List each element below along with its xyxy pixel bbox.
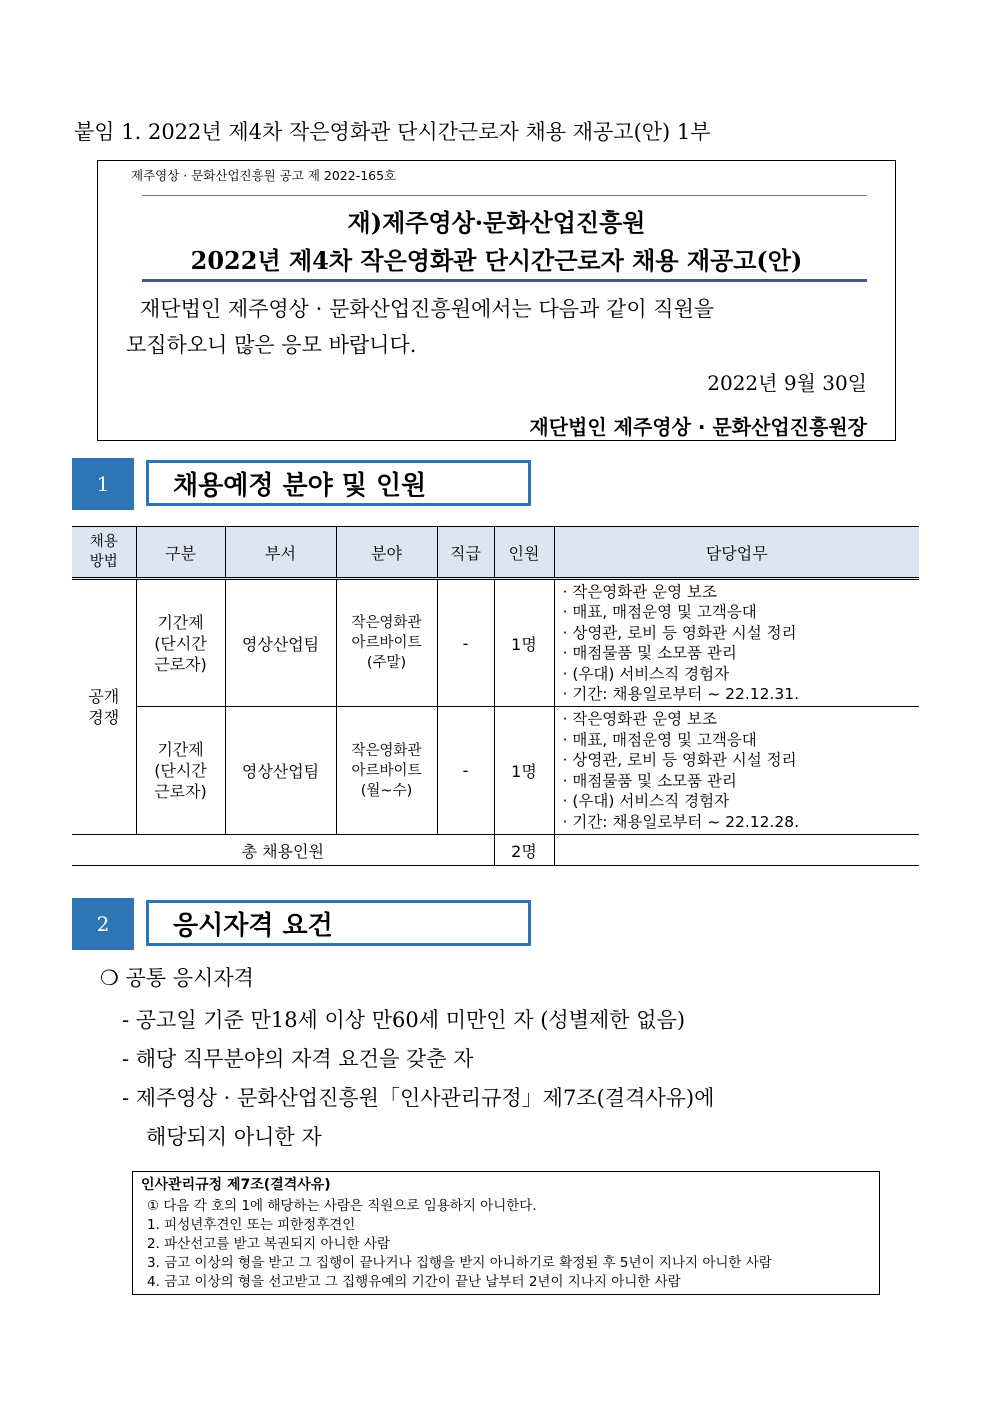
count-cell: 1명 <box>494 707 554 835</box>
rule-line: 1. 피성년후견인 또는 피한정후견인 <box>147 1217 356 1233</box>
header-duty: 담당업무 <box>554 527 919 579</box>
section-title: 응시자격 요건 <box>146 900 531 946</box>
qualification-item: 해당되지 아니한 자 <box>146 1125 322 1149</box>
notice-body-line: 재단법인 제주영상 · 문화산업진흥원에서는 다음과 같이 직원을 <box>140 297 715 321</box>
total-label: 총 채용인원 <box>72 835 494 866</box>
qualification-item: - 제주영상 · 문화산업진흥원「인사관리규정」제7조(결격사유)에 <box>122 1086 715 1110</box>
duty-cell: · 작은영화관 운영 보조 · 매표, 매점운영 및 고객응대 · 상영관, 로비 등 영화관 시설 정리 · 매점물품 및 소모품 관리 · (우대) 서비스직 경험자 · 기간: 채용일로부터 ~ 22.12.28. <box>554 707 919 835</box>
header-dept: 부서 <box>225 527 336 579</box>
notice-date: 2022년 9월 30일 <box>707 371 867 395</box>
table-row <box>72 707 919 835</box>
section-number: 2 <box>72 898 134 950</box>
table-header-row <box>72 527 919 579</box>
grade-cell: - <box>437 579 494 707</box>
count-cell: 1명 <box>494 579 554 707</box>
field-cell: 작은영화관 아르바이트 (주말) <box>336 579 437 707</box>
notice-signature: 재단법인 제주영상 · 문화산업진흥원장 <box>529 415 867 439</box>
notice-org: 재)제주영상·문화산업진흥원 <box>347 208 646 237</box>
qualification-item: - 해당 직무분야의 자격 요건을 갖춘 자 <box>122 1047 474 1071</box>
recruitment-table <box>72 526 919 866</box>
attachment-line: 붙임 1. 2022년 제4차 작은영화관 단시간근로자 채용 재공고(안) 1부 <box>74 120 711 144</box>
section-number: 1 <box>72 458 134 510</box>
total-row <box>72 835 919 866</box>
dept-cell: 영상산업팀 <box>225 579 336 707</box>
type-cell: 기간제 (단시간 근로자) <box>136 707 225 835</box>
method-cell: 공개 경쟁 <box>72 579 136 835</box>
section-title: 채용예정 분야 및 인원 <box>146 460 531 506</box>
qualification-heading: ❍ 공통 응시자격 <box>100 966 254 990</box>
rule-title: 인사관리규정 제7조(결격사유) <box>141 1177 331 1193</box>
header-field: 분야 <box>336 527 437 579</box>
header-type: 구분 <box>136 527 225 579</box>
rule-box <box>132 1171 880 1295</box>
duty-cell: · 작은영화관 운영 보조 · 매표, 매점운영 및 고객응대 · 상영관, 로비 등 영화관 시설 정리 · 매점물품 및 소모품 관리 · (우대) 서비스직 경험자 · 기간: 채용일로부터 ~ 22.12.31. <box>554 579 919 707</box>
notice-title: 2022년 제4차 작은영화관 단시간근로자 채용 재공고(안) <box>190 246 803 275</box>
total-count: 2명 <box>494 835 554 866</box>
rule-line: 2. 파산선고를 받고 복권되지 아니한 사람 <box>147 1236 390 1252</box>
type-cell: 기간제 (단시간 근로자) <box>136 579 225 707</box>
divider-thick <box>142 279 867 282</box>
header-grade: 직급 <box>437 527 494 579</box>
qualification-item: - 공고일 기준 만18세 이상 만60세 미만인 자 (성별제한 없음) <box>122 1008 686 1032</box>
dept-cell: 영상산업팀 <box>225 707 336 835</box>
header-method: 채용 방법 <box>72 527 136 579</box>
total-empty <box>554 835 919 866</box>
grade-cell: - <box>437 707 494 835</box>
notice-body <box>126 291 868 363</box>
header-count: 인원 <box>494 527 554 579</box>
rule-line: ① 다음 각 호의 1에 해당하는 사람은 직원으로 임용하지 아니한다. <box>147 1198 537 1214</box>
table-row <box>72 579 919 707</box>
divider <box>142 195 867 196</box>
rule-line: 3. 금고 이상의 형을 받고 그 집행이 끝나거나 집행을 받지 아니하기로 확정된 후 5년이 지나지 아니한 사람 <box>147 1255 772 1271</box>
notice-box <box>97 160 896 441</box>
notice-body-line: 모집하오니 많은 응모 바랍니다. <box>126 333 417 357</box>
field-cell: 작은영화관 아르바이트 (월~수) <box>336 707 437 835</box>
notice-number: 제주영상 · 문화산업진흥원 공고 제 2022-165호 <box>131 168 397 183</box>
rule-line: 4. 금고 이상의 형을 선고받고 그 집행유예의 기간이 끝난 날부터 2년이 지나지 아니한 사람 <box>147 1274 681 1290</box>
